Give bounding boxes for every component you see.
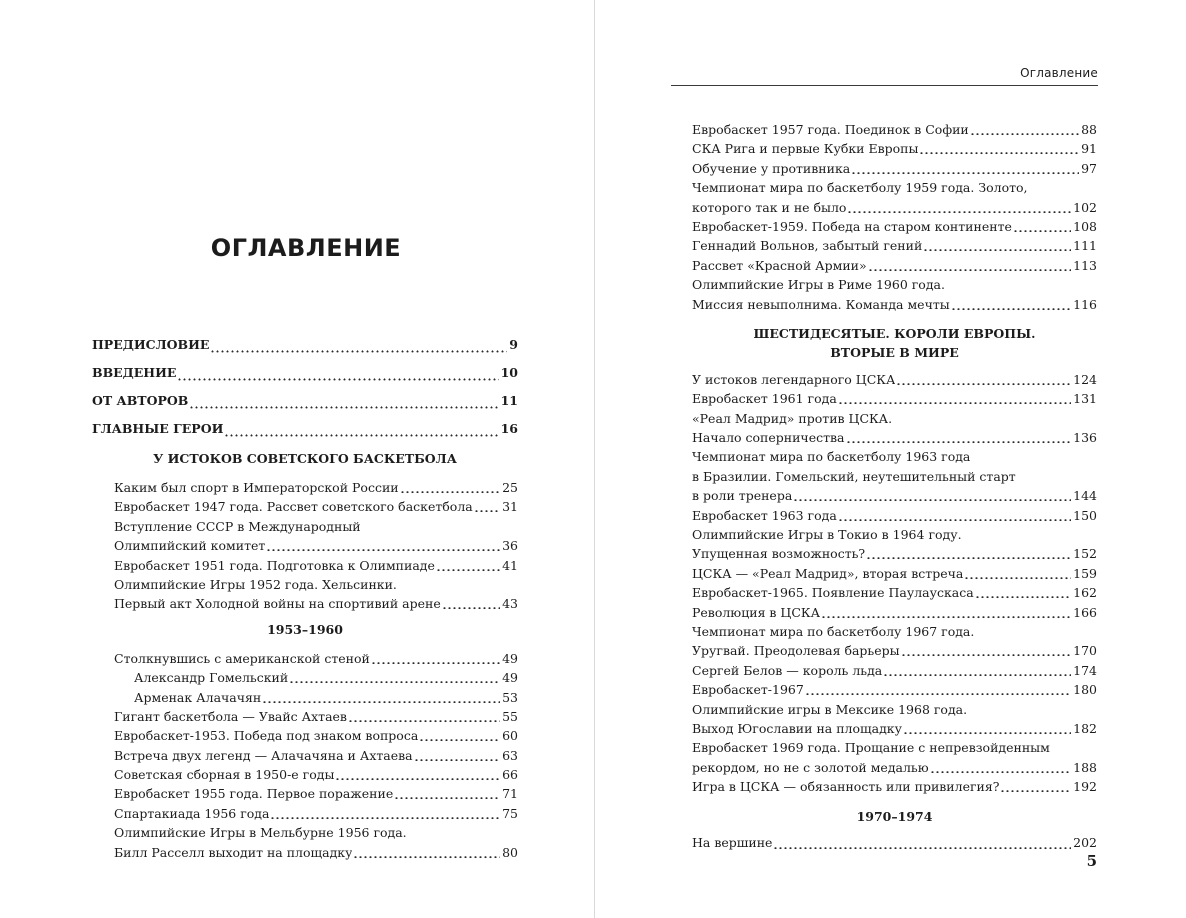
toc-entry-title: Каким был спорт в Императорской России <box>114 479 399 495</box>
toc-entry-title: Выход Югославии на площадку <box>692 720 902 736</box>
toc-entry[interactable] <box>692 603 1097 622</box>
toc-entry-page: 152 <box>1073 546 1097 562</box>
leader-dots <box>1014 217 1071 236</box>
leader-dots <box>349 707 500 726</box>
toc-entry-title: Упущенная возможность? <box>692 546 866 562</box>
toc-entry[interactable] <box>114 765 518 784</box>
toc-entry[interactable] <box>692 641 1097 660</box>
toc-left-column <box>92 331 518 862</box>
toc-entry-page: 36 <box>502 538 518 554</box>
toc-entry-title: Встреча двух легенд — Алачачяна и Ахтаева <box>114 747 413 763</box>
toc-entry-line: Олимпийские Игры в Мельбурне 1956 года. <box>114 825 407 841</box>
toc-entry-title: Евробаскет 1963 года <box>692 507 837 523</box>
toc-entry-page: 97 <box>1081 160 1097 176</box>
leader-dots <box>884 661 1071 680</box>
toc-entry[interactable] <box>692 139 1097 158</box>
toc-entry-title: Гигант баскетбола — Увайс Ахтаев <box>114 708 347 724</box>
toc-entry-page: 80 <box>502 844 518 860</box>
toc-entry-title: Евробаскет-1965. Появление Паулаускаса <box>692 585 974 601</box>
leader-dots <box>852 159 1079 178</box>
toc-entry-title: На вершине <box>692 835 773 851</box>
toc-entry-page: 53 <box>502 689 518 705</box>
toc-entry-title: Евробаскет 1961 года <box>692 391 837 407</box>
toc-entry-page: 180 <box>1073 682 1097 698</box>
toc-entry-title: ПРЕДИСЛОВИЕ <box>92 337 210 352</box>
leader-dots <box>437 556 500 575</box>
toc-entry[interactable] <box>692 661 1097 680</box>
toc-entry[interactable] <box>692 486 1097 505</box>
leader-dots <box>372 649 500 668</box>
toc-entry[interactable] <box>692 544 1097 563</box>
toc-entry-page: 162 <box>1073 585 1097 601</box>
toc-entry-page: 49 <box>502 650 518 666</box>
toc-entry-title: Столкнувшись с американской стеной <box>114 650 370 666</box>
leader-dots <box>897 370 1071 389</box>
toc-entry[interactable] <box>692 120 1097 139</box>
toc-entry-title: Евробаскет-1953. Победа под знаком вопроса <box>114 728 419 744</box>
leader-dots <box>867 544 1071 563</box>
toc-entry-page: 88 <box>1081 121 1097 137</box>
toc-entry-page: 102 <box>1073 199 1097 215</box>
toc-entry[interactable] <box>692 564 1097 583</box>
leader-dots <box>475 497 500 516</box>
toc-entry-line: Чемпионат мира по баскетболу 1959 года. Золото, <box>692 180 1028 196</box>
leader-dots <box>931 758 1072 777</box>
toc-entry-page: 9 <box>509 337 518 352</box>
toc-entry-title: Революция в ЦСКА <box>692 604 821 620</box>
toc-entry-title: Советская сборная в 1950-е годы <box>114 767 335 783</box>
leader-dots <box>420 726 500 745</box>
toc-entry-title: Уругвай. Преодолевая барьеры <box>692 643 900 659</box>
leader-dots <box>839 506 1071 525</box>
leader-dots <box>211 335 507 354</box>
toc-entry[interactable] <box>114 649 518 668</box>
toc-entry[interactable] <box>114 556 518 575</box>
toc-entry-page: 202 <box>1073 835 1097 851</box>
toc-entry[interactable] <box>692 236 1097 255</box>
leader-dots <box>774 834 1071 853</box>
toc-entry[interactable] <box>692 428 1097 447</box>
section-entries <box>92 649 518 862</box>
toc-entry-page: 131 <box>1073 391 1097 407</box>
toc-entry[interactable] <box>114 746 518 765</box>
toc-entry-page: 108 <box>1073 218 1097 234</box>
toc-entry-title: Сергей Белов — король льда <box>692 662 883 678</box>
toc-entry[interactable] <box>92 359 518 387</box>
leader-dots <box>847 428 1072 447</box>
leader-dots <box>336 765 500 784</box>
toc-entry-page: 170 <box>1073 643 1097 659</box>
toc-entry-title: Билл Расселл выходит на площадку <box>114 844 353 860</box>
toc-entry-page: 55 <box>502 708 518 724</box>
leader-dots <box>267 536 500 555</box>
leader-dots <box>965 564 1071 583</box>
toc-entry[interactable] <box>114 536 518 555</box>
toc-entry-title: Евробаскет 1947 года. Рассвет советского баскетбола <box>114 499 473 515</box>
toc-entry[interactable] <box>692 389 1097 408</box>
toc-entry-page: 43 <box>502 596 518 612</box>
toc-entry-page: 136 <box>1073 430 1097 446</box>
leader-dots <box>225 419 498 438</box>
toc-entry-page: 11 <box>500 393 518 408</box>
toc-entry-title: в роли тренера <box>692 488 793 504</box>
toc-entry[interactable] <box>114 594 518 613</box>
toc-entry-line: Олимпийские Игры в Риме 1960 года. <box>692 277 945 293</box>
toc-entry-line: Чемпионат мира по баскетболу 1963 года <box>692 449 971 465</box>
toc-subentry[interactable] <box>114 688 518 707</box>
leader-dots <box>178 363 498 382</box>
running-header: Оглавление <box>671 66 1098 86</box>
toc-entry-line: «Реал Мадрид» против ЦСКА. <box>692 410 893 426</box>
toc-entry-title: ЦСКА — «Реал Мадрид», вторая встреча <box>692 565 964 581</box>
toc-right-column <box>692 120 1097 853</box>
toc-entry-title: Рассвет «Красной Армии» <box>692 257 867 273</box>
toc-entry-line: Олимпийские Игры в Токио в 1964 году. <box>692 527 962 543</box>
toc-entry-title: Евробаскет 1955 года. Первое поражение <box>114 786 394 802</box>
leader-dots <box>904 719 1071 738</box>
toc-entry-page: 192 <box>1073 779 1097 795</box>
toc-entry-line: Евробаскет 1969 года. Прощание с непревзойденным <box>692 740 1050 756</box>
section-heading-line: ШЕСТИДЕСЯТЫЕ. КОРОЛИ ЕВРОПЫ. <box>753 325 1036 341</box>
toc-entry[interactable] <box>692 506 1097 525</box>
toc-entry-page: 41 <box>502 557 518 573</box>
toc-entry[interactable] <box>692 295 1097 314</box>
toc-entry-title: СКА Рига и первые Кубки Европы <box>692 141 919 157</box>
toc-entry[interactable] <box>92 331 518 359</box>
toc-entry-page: 182 <box>1073 720 1097 736</box>
toc-entry-line: Олимпийские Игры 1952 года. Хельсинки. <box>114 576 397 592</box>
toc-entry-page: 111 <box>1073 238 1097 254</box>
toc-entry-line: Вступление СССР в Международный <box>114 518 361 534</box>
toc-entry-title: Геннадий Вольнов, забытый гений <box>692 238 923 254</box>
leader-dots <box>822 603 1071 622</box>
section-heading-line: ВТОРЫЕ В МИРЕ <box>830 344 959 360</box>
toc-entry-title: Евробаскет-1959. Победа на старом континенте <box>692 218 1012 234</box>
toc-entry-page: 25 <box>502 479 518 495</box>
toc-entry[interactable] <box>692 758 1097 777</box>
toc-entry-line: в Бразилии. Гомельский, неутешительный старт <box>692 468 1016 484</box>
toc-entry-page: 75 <box>502 805 518 821</box>
toc-entry-page: 188 <box>1073 759 1097 775</box>
toc-entry[interactable] <box>692 159 1097 178</box>
toc-entry-title: Спартакиада 1956 года <box>114 805 270 821</box>
leader-dots <box>794 486 1071 505</box>
toc-entry[interactable] <box>114 707 518 726</box>
toc-subentry[interactable] <box>114 668 518 687</box>
toc-entry-page: 71 <box>502 786 518 802</box>
section-entries <box>92 478 518 614</box>
leader-dots <box>924 236 1071 255</box>
leader-dots <box>839 389 1071 408</box>
toc-entry[interactable] <box>114 843 518 862</box>
toc-entry[interactable] <box>692 370 1097 389</box>
toc-entry[interactable] <box>692 719 1097 738</box>
toc-entry-line: Чемпионат мира по баскетболу 1967 года. <box>692 623 975 639</box>
toc-entry-title: ВВЕДЕНИЕ <box>92 365 177 380</box>
toc-entry-page: 174 <box>1073 662 1097 678</box>
leader-dots <box>902 641 1072 660</box>
leader-dots <box>1001 777 1071 796</box>
toc-entry-page: 49 <box>502 670 518 686</box>
toc-entry-page: 66 <box>502 767 518 783</box>
toc-entry-title: которого так и не было <box>692 199 847 215</box>
section-heading <box>692 324 1097 362</box>
leader-dots <box>806 680 1071 699</box>
toc-entry-page: 91 <box>1081 141 1097 157</box>
leader-dots <box>190 391 498 410</box>
toc-entry-title: Арменак Алачачян <box>134 689 262 705</box>
toc-entry-page: 124 <box>1073 371 1097 387</box>
toc-entry-title: Игра в ЦСКА — обязанность или привилегия? <box>692 779 1000 795</box>
leader-dots <box>354 843 500 862</box>
toc-entry[interactable] <box>692 680 1097 699</box>
toc-entry[interactable] <box>692 777 1097 796</box>
toc-entry-page: 166 <box>1073 604 1097 620</box>
leader-dots <box>869 256 1072 275</box>
toc-entry-title: У истоков легендарного ЦСКА <box>692 371 896 387</box>
toc-entry[interactable] <box>114 497 518 516</box>
toc-entry[interactable] <box>92 415 518 443</box>
leader-dots <box>971 120 1079 139</box>
toc-entry-title: Олимпийский комитет <box>114 538 266 554</box>
right-page <box>595 0 1186 918</box>
toc-entry[interactable] <box>692 834 1097 853</box>
page-title: ОГЛАВЛЕНИЕ <box>210 234 402 262</box>
toc-entry-title: Миссия невыполнима. Команда мечты <box>692 296 950 312</box>
toc-entry[interactable] <box>114 784 518 803</box>
toc-entry-title: Евробаскет 1951 года. Подготовка к Олимпиаде <box>114 557 435 573</box>
leader-dots <box>401 478 500 497</box>
toc-entry-page: 63 <box>502 747 518 763</box>
toc-entry[interactable] <box>692 256 1097 275</box>
toc-entry[interactable] <box>692 217 1097 236</box>
toc-entry-title: Первый акт Холодной войны на спортивий арене <box>114 596 441 612</box>
toc-entry-title: Начало соперничества <box>692 430 845 446</box>
toc-entry[interactable] <box>692 583 1097 602</box>
toc-entry-title: Евробаскет 1957 года. Поединок в Софии <box>692 121 969 137</box>
toc-entry-line: Олимпийские игры в Мексике 1968 года. <box>692 701 968 717</box>
toc-entry-page: 144 <box>1073 488 1097 504</box>
toc-entry-page: 116 <box>1073 296 1097 312</box>
section-heading: 1970–1974 <box>856 808 933 824</box>
leader-dots <box>415 746 500 765</box>
page-number: 5 <box>1086 852 1097 870</box>
toc-entry[interactable] <box>114 804 518 823</box>
toc-entry[interactable] <box>114 478 518 497</box>
toc-entry-title: Обучение у противника <box>692 160 851 176</box>
toc-entry-title: ГЛАВНЫЕ ГЕРОИ <box>92 421 224 436</box>
toc-entry-page: 16 <box>500 421 518 436</box>
leader-dots <box>290 668 500 687</box>
leader-dots <box>976 583 1071 602</box>
toc-entry-title: Александр Гомельский <box>134 670 289 686</box>
toc-entry[interactable] <box>92 387 518 415</box>
section-heading: У ИСТОКОВ СОВЕТСКОГО БАСКЕТБОЛА <box>153 451 457 466</box>
toc-entry[interactable] <box>692 198 1097 217</box>
toc-entry-title: рекордом, но не с золотой медалью <box>692 759 929 775</box>
toc-entry-page: 31 <box>502 499 518 515</box>
toc-entry-page: 60 <box>502 728 518 744</box>
toc-entry-page: 159 <box>1073 565 1097 581</box>
leader-dots <box>443 594 500 613</box>
leader-dots <box>920 139 1079 158</box>
leader-dots <box>952 295 1071 314</box>
toc-entry-title: Евробаскет-1967 <box>692 682 804 698</box>
leader-dots <box>263 688 500 707</box>
leader-dots <box>271 804 500 823</box>
toc-entry-page: 113 <box>1073 257 1097 273</box>
toc-entry-page: 10 <box>500 365 518 380</box>
toc-entry-page: 150 <box>1073 507 1097 523</box>
toc-entry[interactable] <box>114 726 518 745</box>
toc-entry-title: ОТ АВТОРОВ <box>92 393 189 408</box>
leader-dots <box>848 198 1071 217</box>
section-heading: 1953–1960 <box>267 621 343 637</box>
leader-dots <box>395 784 500 803</box>
